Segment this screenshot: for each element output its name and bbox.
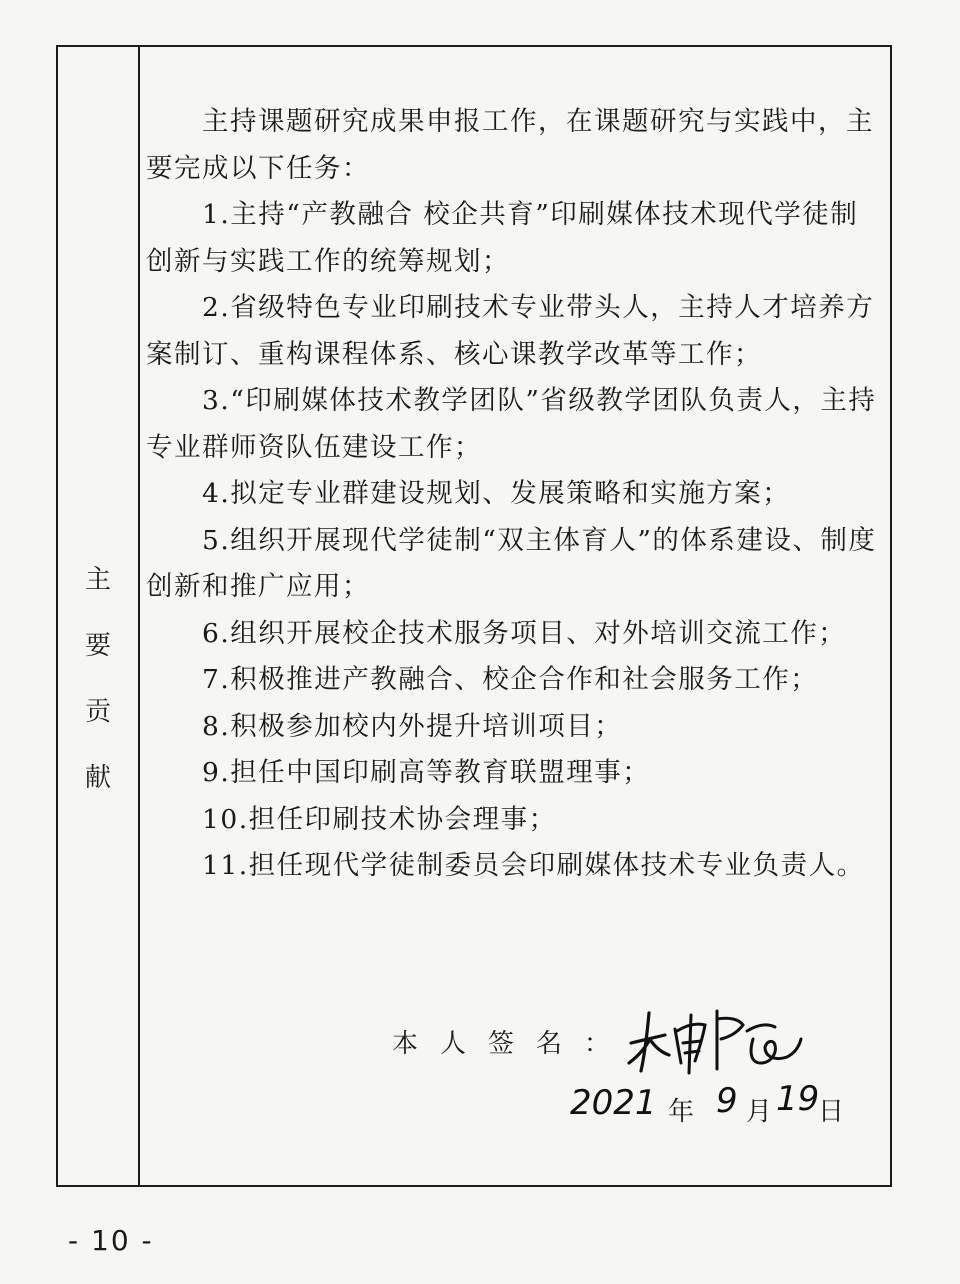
intro-paragraph: 主持课题研究成果申报工作，在课题研究与实践中，主要完成以下任务： — [146, 106, 874, 184]
task-item: 2.省级特色专业印刷技术专业带头人，主持人才培养方案制订、重构课程体系、核心课教学改革等工作； — [146, 292, 875, 370]
task-item: 11.担任现代学徒制委员会印刷媒体技术专业负责人。 — [202, 850, 865, 881]
date-year-suffix: 年 — [668, 1097, 695, 1127]
date-month: 9 — [716, 1081, 738, 1121]
signature-label: 本人签名： — [392, 1029, 633, 1059]
date-month-suffix: 月 — [746, 1097, 773, 1127]
side-label-char: 主 — [84, 565, 111, 595]
task-item: 1.主持“产教融合 校企共育”印刷媒体技术现代学徒制创新与实践工作的统筹规划； — [146, 199, 859, 277]
contribution-content — [146, 99, 886, 890]
side-label-char: 要 — [84, 631, 111, 661]
task-item: 9.担任中国印刷高等教育联盟理事； — [202, 757, 651, 788]
side-label — [58, 547, 138, 811]
signature-block — [340, 1005, 845, 1127]
task-item: 3.“印刷媒体技术教学团队”省级教学团队负责人，主持专业群师资队伍建设工作； — [146, 385, 877, 463]
signature-date — [570, 1079, 845, 1127]
task-item: 8.积极参加校内外提升培训项目； — [202, 710, 623, 742]
column-divider — [138, 47, 140, 1185]
side-label-char: 贡 — [84, 697, 111, 727]
handwritten-signature — [625, 1005, 805, 1075]
side-label-char: 献 — [84, 763, 111, 793]
task-item: 10.担任印刷技术协会理事； — [202, 803, 557, 835]
date-year: 2021 — [570, 1083, 657, 1123]
task-item: 6.组织开展校企技术服务项目、对外培训交流工作； — [202, 617, 847, 649]
task-item: 5.组织开展现代学徒制“双主体育人”的体系建设、制度创新和推广应用； — [146, 524, 877, 602]
page-number: - 10 - — [68, 1224, 154, 1257]
date-day: 19 — [776, 1079, 820, 1119]
date-day-suffix: 日 — [818, 1097, 845, 1127]
task-item: 7.积极推进产教融合、校企合作和社会服务工作； — [202, 664, 819, 695]
task-item: 4.拟定专业群建设规划、发展策略和实施方案； — [202, 478, 791, 509]
